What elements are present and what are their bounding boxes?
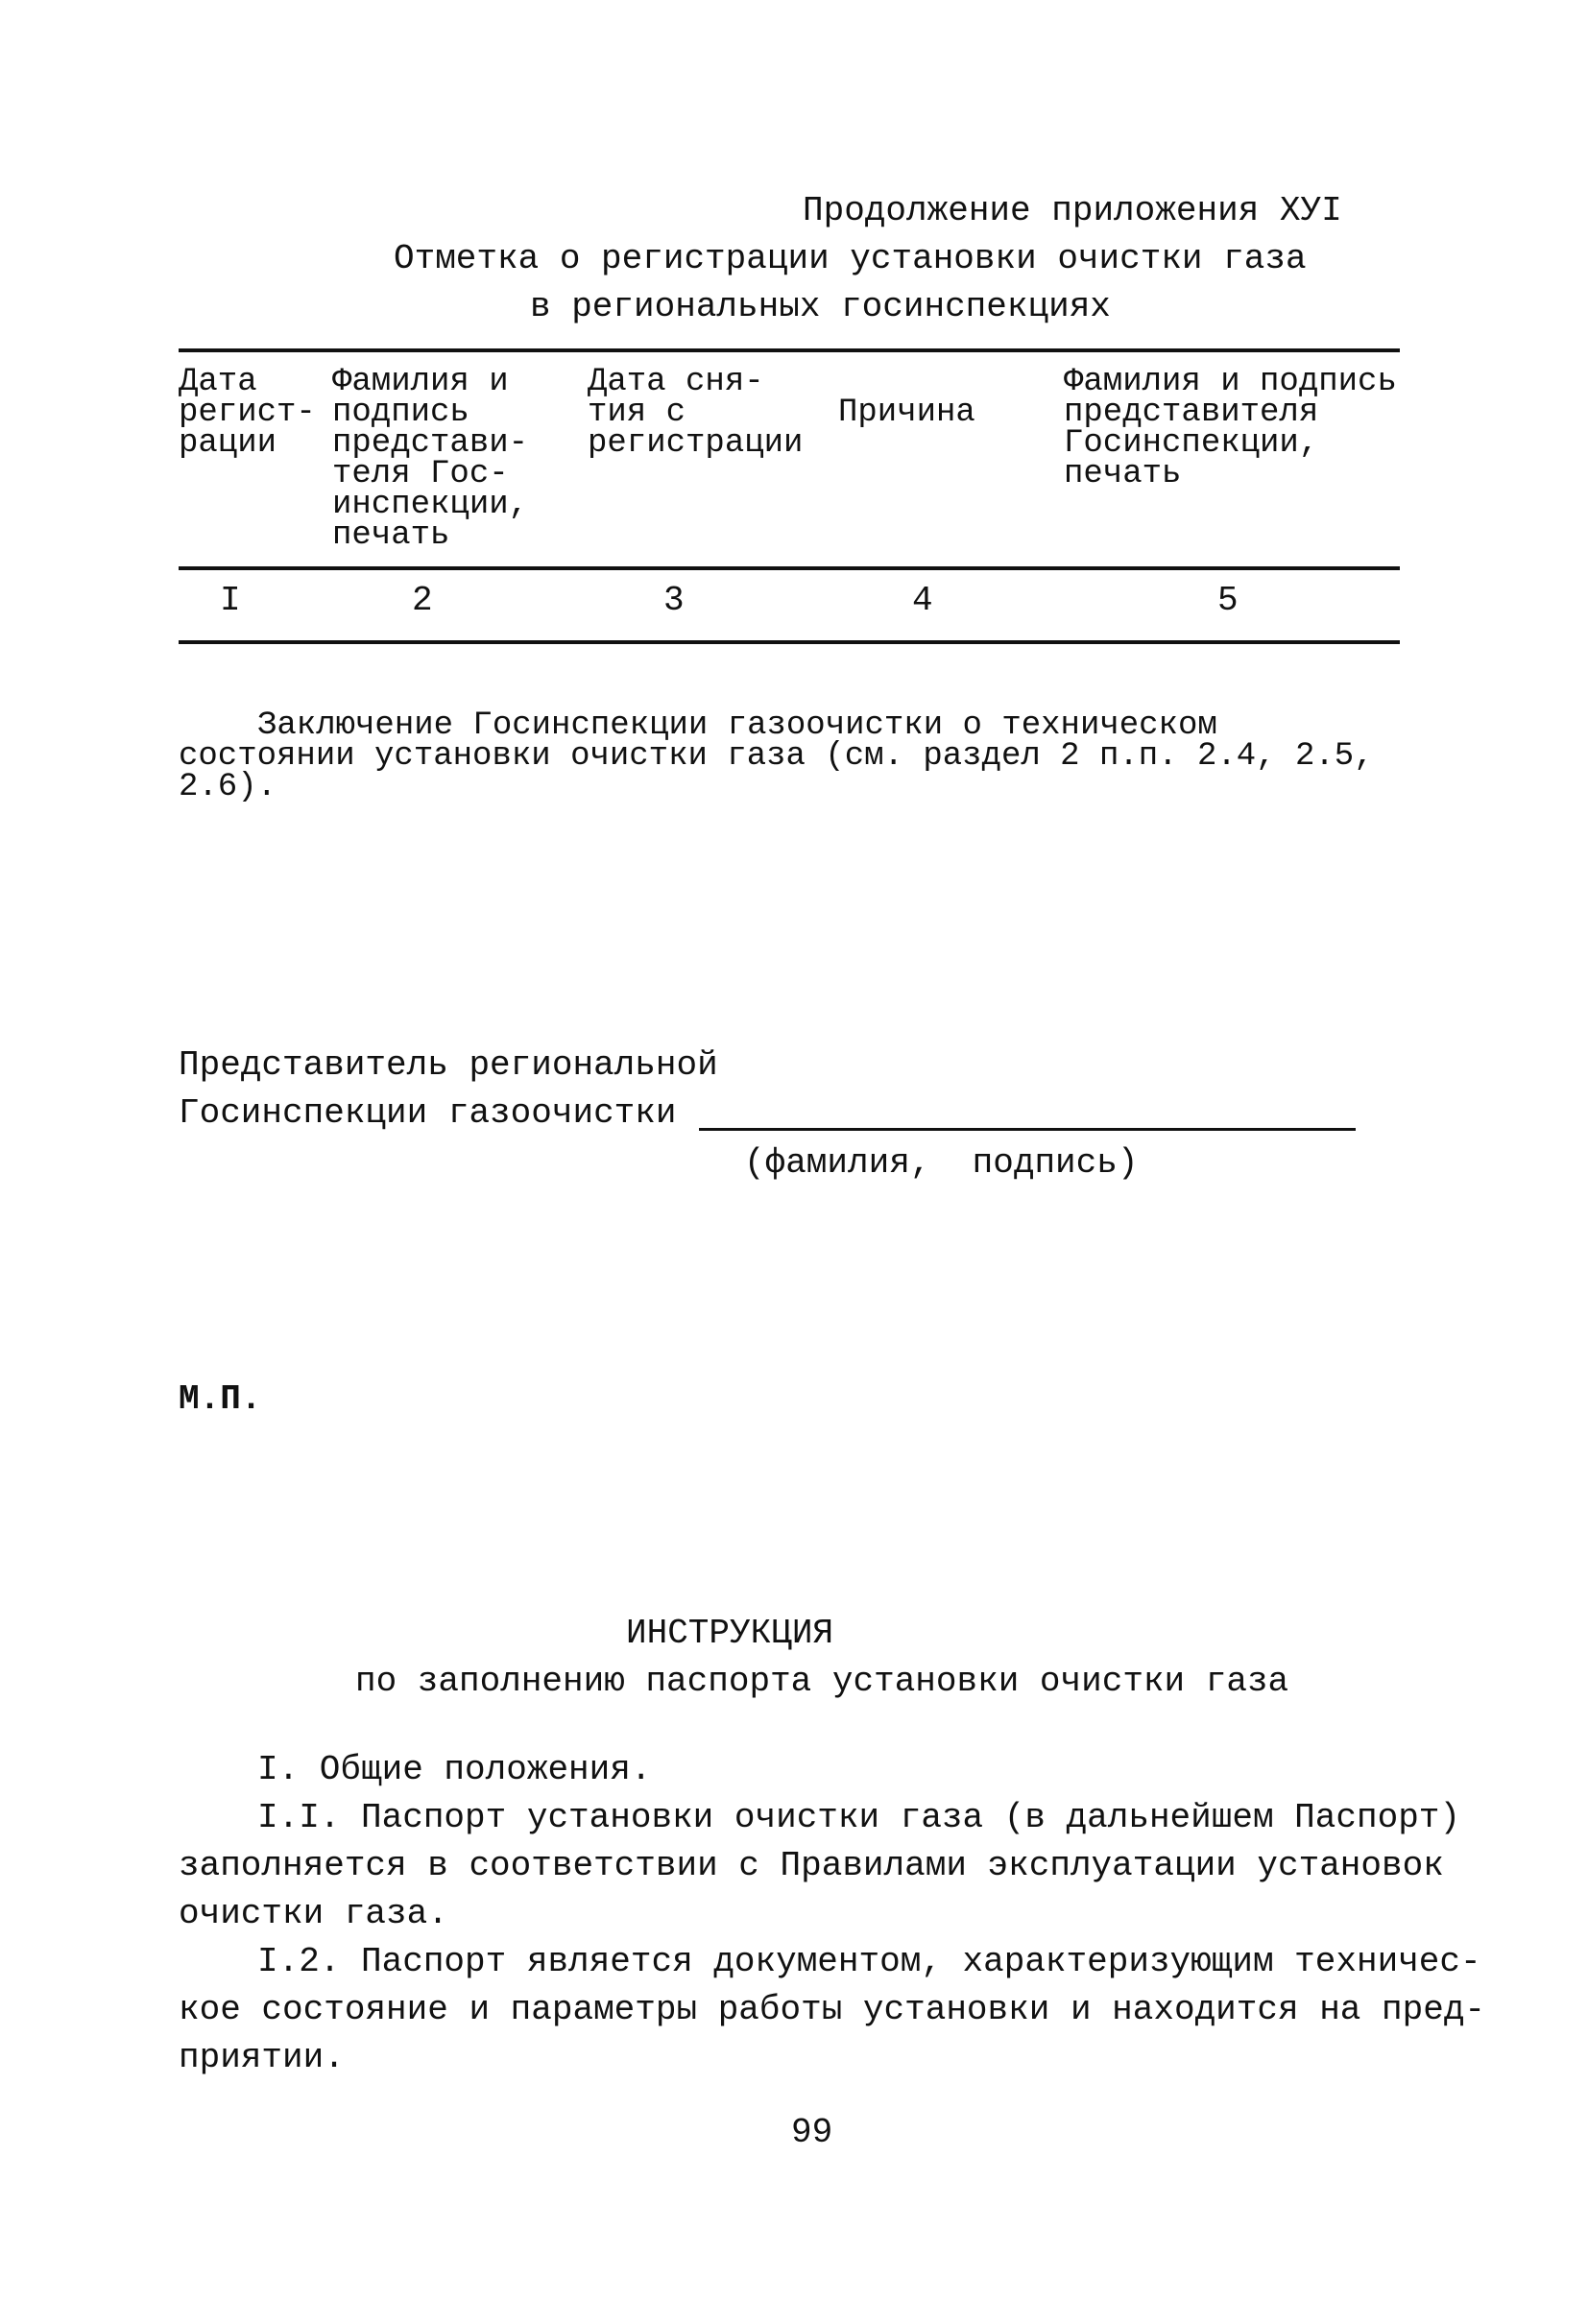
conclusion-line1: Заключение Госинспекции газоочистки о техническом: [257, 707, 1217, 744]
signature-caption: (фамилия, подпись): [744, 1143, 1139, 1183]
table-title-line1: Отметка о регистрации установки очистки газа: [394, 239, 1307, 278]
conclusion-line2: состоянии установки очистки газа (см. раздел 2 п.п. 2.4, 2.5,: [179, 738, 1374, 775]
page-number: 99: [791, 2113, 833, 2152]
stamp-place-label: М.П.: [179, 1379, 262, 1419]
instruction-subtitle: по заполнению паспорта установки очистки газа: [355, 1662, 1289, 1701]
table-header-rule: [179, 566, 1400, 570]
table-col-number-3: 3: [663, 581, 685, 620]
table-header-reason: Причина: [838, 395, 975, 431]
table-header-inspector-signature: Фамилия и подпись представи- теля Гос- инспекции, печать: [332, 364, 529, 554]
table-col-number-2: 2: [412, 581, 433, 620]
continuation-label: Продолжение приложения ХУI: [803, 191, 1342, 230]
section-heading: I. Общие положения.: [257, 1750, 652, 1789]
table-col-number-4: 4: [912, 581, 933, 620]
paragraph-2-line2: кое состояние и параметры работы установки и находится на пред-: [179, 1990, 1486, 2029]
table-header-deregistration-date: Дата сня- тия с регистрации: [588, 364, 804, 462]
table-bottom-rule: [179, 640, 1400, 644]
table-header-registration-date: Дата регист- рации: [179, 364, 316, 462]
paragraph-2-line1: I.2. Паспорт является документом, характеризующим техничес-: [257, 1942, 1481, 1981]
paragraph-2-line3: приятии.: [179, 2038, 345, 2077]
table-header-representative-signature: Фамилия и подпись представителя Госинспекции, печать: [1064, 364, 1397, 492]
paragraph-1-line2: заполняется в соответствии с Правилами эксплуатации установок: [179, 1846, 1444, 1885]
table-title-line2: в региональных госинспекциях: [530, 287, 1111, 326]
table-col-number-1: I: [220, 581, 241, 620]
table-top-rule: [179, 348, 1400, 352]
instruction-title: ИНСТРУКЦИЯ: [626, 1614, 834, 1653]
signature-label-line2: Госинспекции газоочистки: [179, 1093, 677, 1133]
paragraph-1-line1: I.I. Паспорт установки очистки газа (в дальнейшем Паспорт): [257, 1798, 1461, 1837]
signature-line: [699, 1128, 1356, 1131]
table-col-number-5: 5: [1217, 581, 1239, 620]
conclusion-line3: 2.6).: [179, 769, 277, 805]
paragraph-1-line3: очистки газа.: [179, 1894, 448, 1933]
signature-label-line1: Представитель региональной: [179, 1045, 718, 1085]
